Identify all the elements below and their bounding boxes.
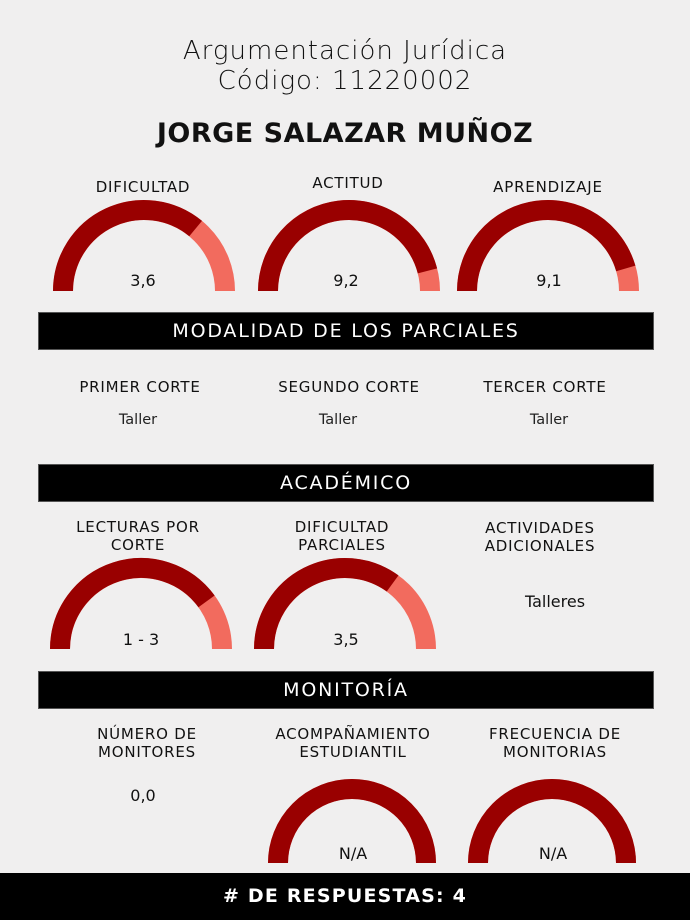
tercer-corte-value: Taller (529, 412, 569, 428)
numero-monitores-label-line1: NÚMERO DE (97, 725, 197, 743)
professor-name: JORGE SALAZAR MUÑOZ (156, 118, 534, 149)
frecuencia-label-line1: FRECUENCIA DE (488, 725, 622, 743)
numero-monitores-label-line2: MONITORES (98, 743, 196, 761)
acompanamiento-label-line1: ACOMPAÑAMIENTO (275, 725, 431, 743)
actividades-label-line1: ACTIVIDADES (485, 519, 595, 537)
actividades-label (450, 519, 630, 555)
segundo-corte-label: SEGUNDO CORTE (278, 378, 420, 396)
actividades-value: Talleres (524, 592, 586, 611)
lecturas-label-line1: LECTURAS POR (76, 518, 200, 536)
segundo-corte-value: Taller (318, 412, 358, 428)
dificultad-value: 3,6 (130, 271, 156, 290)
acompanamiento-label-line2: ESTUDIANTIL (299, 743, 407, 761)
dificultad-parciales-label (252, 518, 432, 554)
lecturas-label-line2: CORTE (110, 536, 166, 554)
dificultad-parciales-value: 3,5 (333, 630, 359, 649)
actividades-label-line2: ADICIONALES (484, 537, 596, 555)
dificultad-parciales-label-line2: PARCIALES (298, 536, 386, 554)
course-code: Código: 11220002 (217, 66, 473, 96)
academico-section-header: ACADÉMICO (38, 464, 654, 502)
frecuencia-label (465, 725, 645, 761)
acompanamiento-value: N/A (338, 844, 368, 863)
actitud-value: 9,2 (333, 271, 359, 290)
acompanamiento-label (253, 725, 453, 761)
numero-monitores-label (57, 725, 237, 761)
lecturas-value: 1 - 3 (122, 630, 160, 649)
course-name: Argumentación Jurídica (182, 36, 508, 66)
dificultad-parciales-label-line1: DIFICULTAD (294, 518, 390, 536)
primer-corte-value: Taller (118, 412, 158, 428)
monitoria-section-header: MONITORÍA (38, 671, 654, 709)
responses-count: # DE RESPUESTAS: 4 (0, 873, 690, 920)
numero-monitores-value: 0,0 (130, 786, 156, 805)
parciales-section-header: MODALIDAD DE LOS PARCIALES (38, 312, 654, 350)
aprendizaje-label: APRENDIZAJE (493, 178, 603, 196)
lecturas-label (48, 518, 228, 554)
frecuencia-value: N/A (538, 844, 568, 863)
tercer-corte-label: TERCER CORTE (483, 378, 607, 396)
frecuencia-label-line2: MONITORIAS (503, 743, 607, 761)
dificultad-label: DIFICULTAD (95, 178, 191, 196)
aprendizaje-value: 9,1 (536, 271, 562, 290)
actitud-label: ACTITUD (312, 174, 384, 192)
primer-corte-label: PRIMER CORTE (79, 378, 201, 396)
